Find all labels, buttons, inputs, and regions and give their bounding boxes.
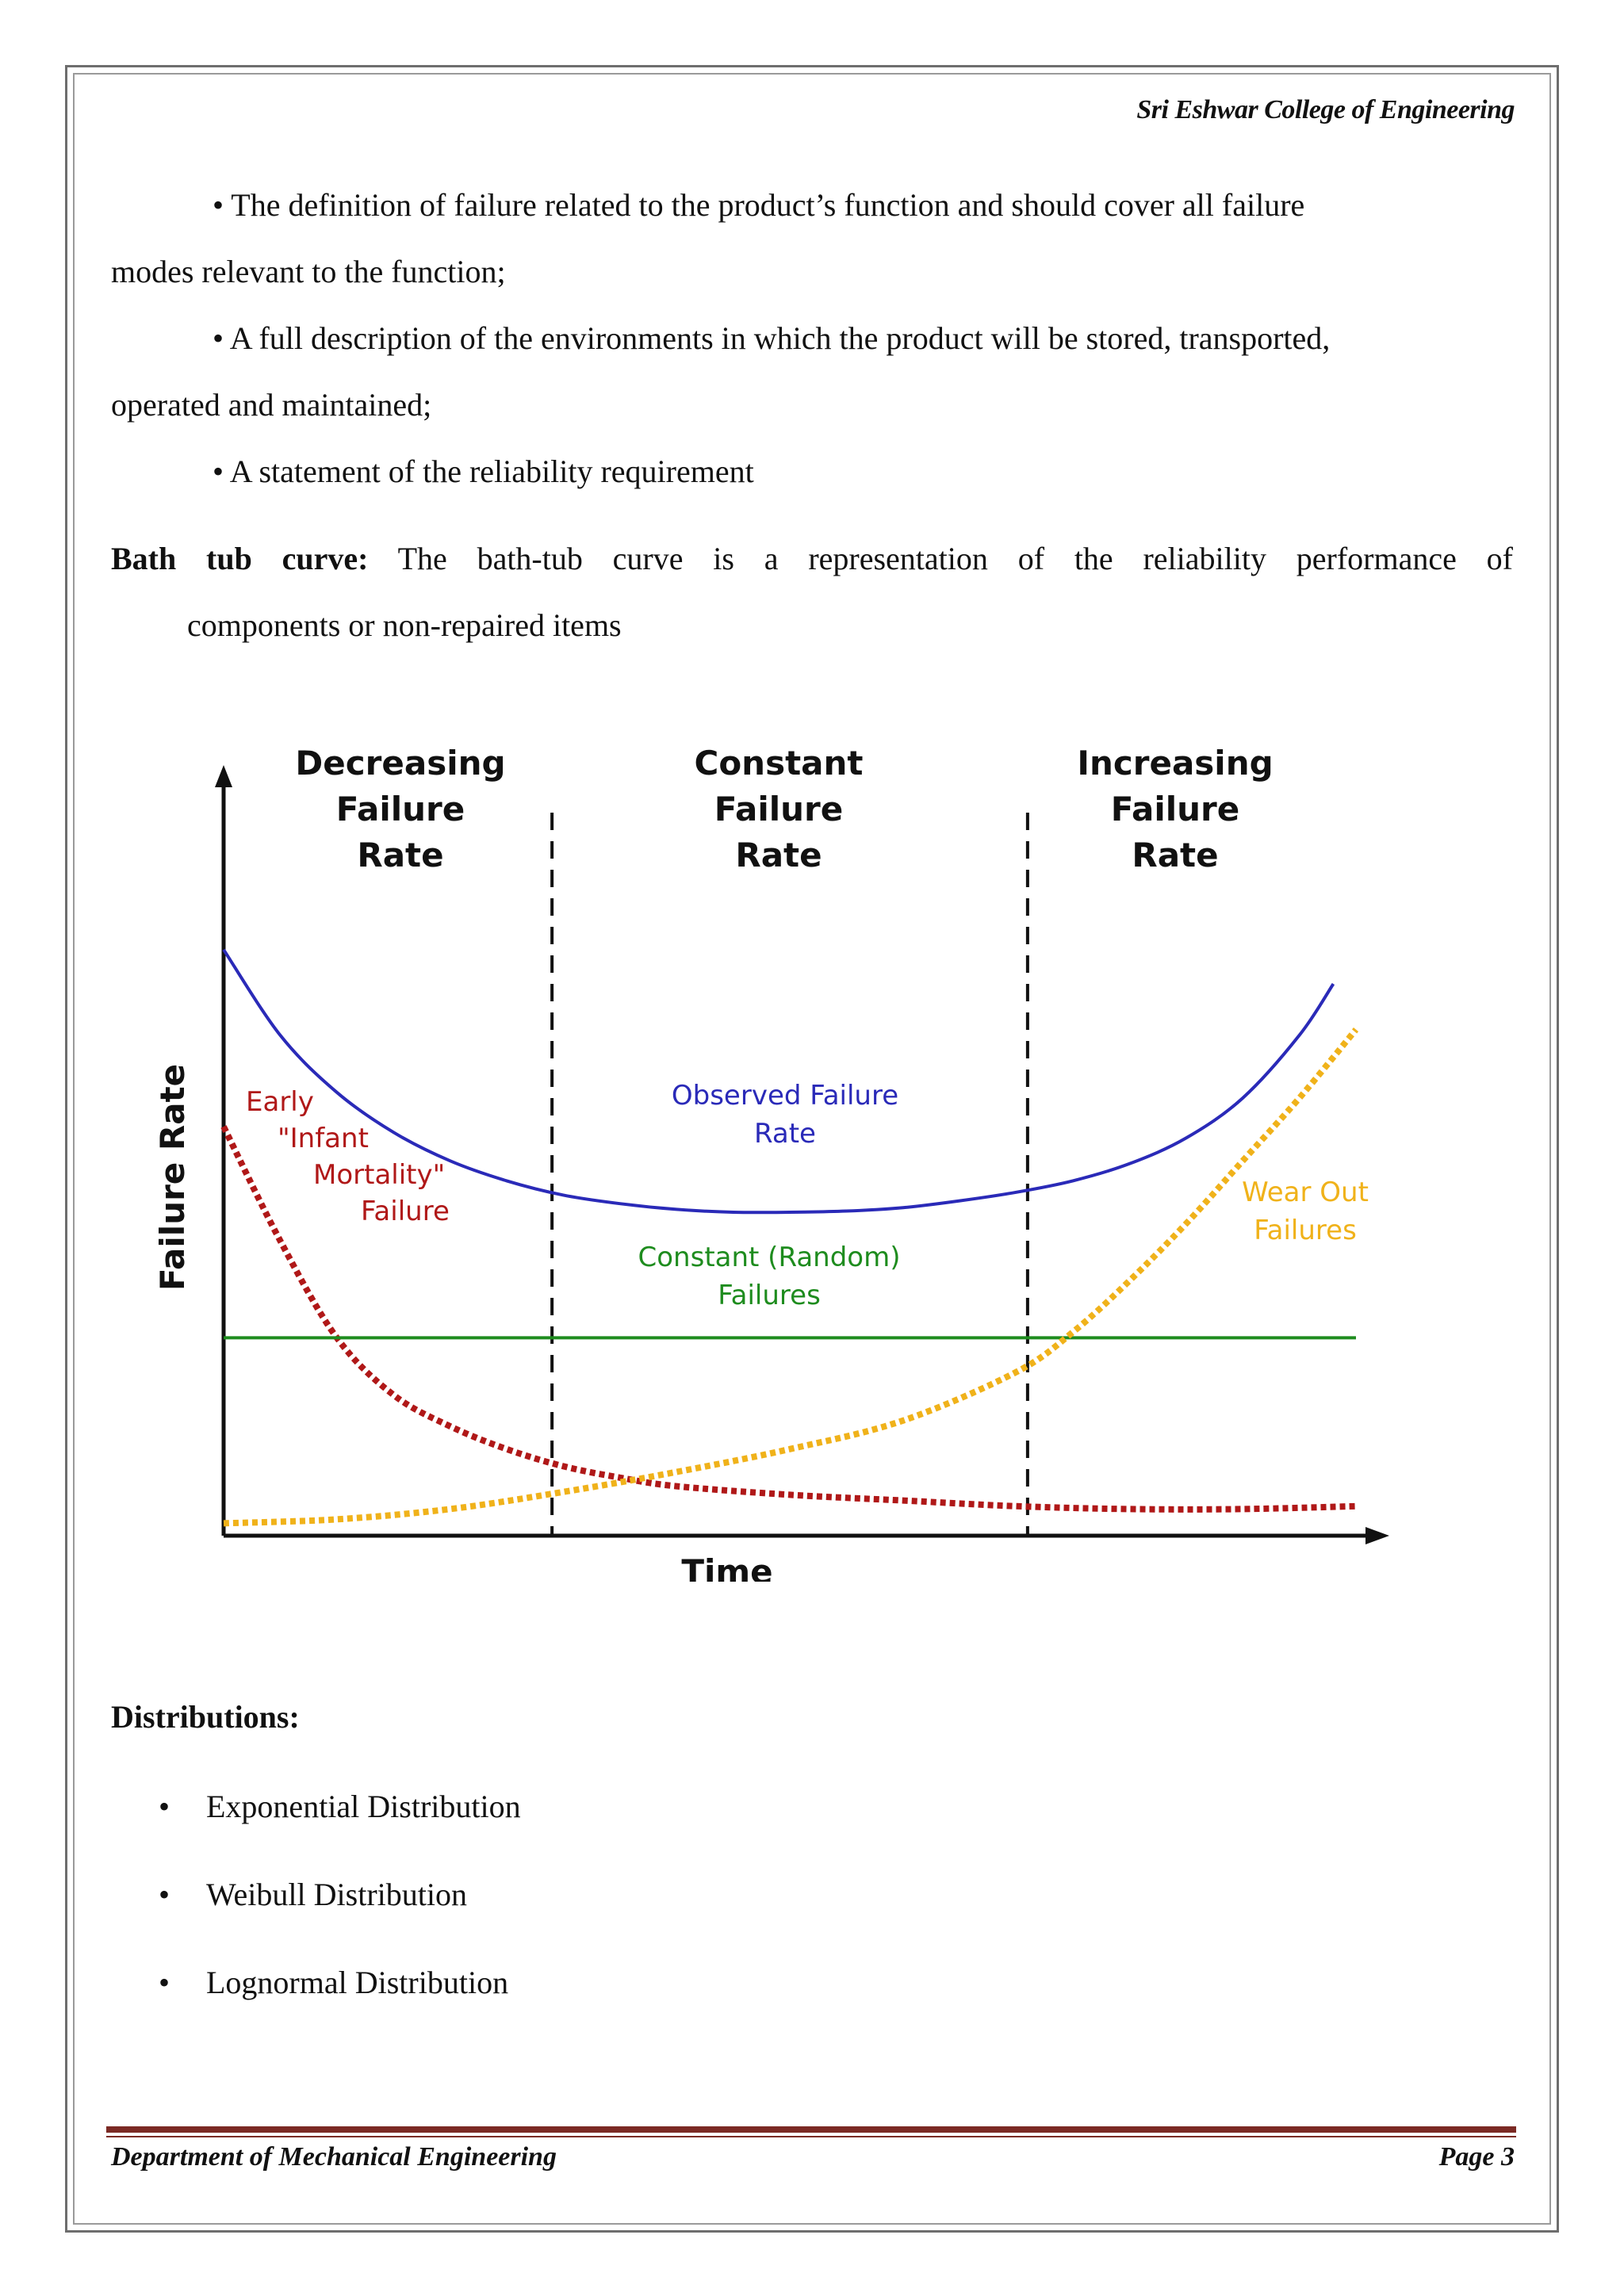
footer-rule-thick: [106, 2126, 1516, 2133]
x-axis-arrow-icon: [1365, 1527, 1389, 1544]
series-annotation: Failure: [361, 1196, 450, 1227]
distribution-label: Weibull Distribution: [206, 1877, 467, 1912]
distribution-item: [159, 1788, 521, 1825]
series-annotation: Mortality": [313, 1159, 446, 1191]
region-title-text: Constant: [694, 744, 864, 783]
distribution-item: [159, 1964, 508, 2001]
region-title-text: Failure: [1110, 790, 1240, 828]
bullet-definition-line1: • The definition of failure related to the product’s function and should cover all failure: [213, 187, 1305, 223]
bathtub-chart-svg: [151, 733, 1404, 1582]
region-title-text: Failure: [714, 790, 844, 828]
region-title-text: Rate: [1132, 836, 1219, 874]
x-axis-title: Time: [681, 1552, 773, 1582]
region-title-text: Rate: [357, 836, 444, 874]
bullet-environment-line1: • A full description of the environments in which the product will be stored, transported,: [213, 320, 1331, 356]
bullet-dot: •: [159, 1965, 170, 2000]
series-annotation: Observed Failure: [671, 1080, 899, 1112]
region-title-text: Failure: [335, 790, 465, 828]
bullet-definition-line2: modes relevant to the function;: [111, 254, 506, 289]
bullet-dot: •: [159, 1877, 170, 1912]
series-annotation: Early: [246, 1086, 314, 1118]
distributions-heading: Distributions:: [111, 1699, 300, 1735]
series-annotation: Failures: [1254, 1215, 1357, 1246]
bullet-environment-line2: operated and maintained;: [111, 387, 432, 423]
footer-page-number: Page 3: [1438, 2142, 1515, 2172]
series-annotation: Failures: [718, 1280, 821, 1311]
region-title-text: Increasing: [1077, 744, 1274, 783]
bathtub-text-line2: components or non-repaired items: [187, 607, 622, 643]
bathtub-paragraph-line1: [111, 540, 1513, 577]
bathtub-chart: [151, 733, 1404, 1582]
region-title-text: Rate: [735, 836, 822, 874]
bullet-dot: •: [159, 1789, 170, 1824]
footer-department: Department of Mechanical Engineering: [111, 2142, 557, 2172]
distribution-label: Exponential Distribution: [206, 1789, 521, 1824]
footer-rule-thin: [106, 2136, 1516, 2137]
college-header: Sri Eshwar College of Engineering: [1136, 95, 1515, 124]
bathtub-label: Bath tub curve:: [111, 541, 369, 576]
bullet-reliability-requirement: • A statement of the reliability requirement: [213, 453, 754, 489]
distribution-item: [159, 1876, 467, 1913]
series-annotation: Wear Out: [1242, 1177, 1369, 1208]
y-axis-title: Failure Rate: [153, 1063, 192, 1292]
region-title-text: Decreasing: [295, 744, 506, 783]
bathtub-text-line1: The bath-tub curve is a representation of the reliability performance of: [397, 541, 1514, 576]
series-annotation: Constant (Random): [638, 1242, 901, 1273]
series-annotation: Rate: [754, 1118, 816, 1150]
distribution-label: Lognormal Distribution: [206, 1965, 509, 2000]
series-annotation: "Infant: [278, 1123, 369, 1154]
y-axis-arrow-icon: [215, 765, 232, 787]
